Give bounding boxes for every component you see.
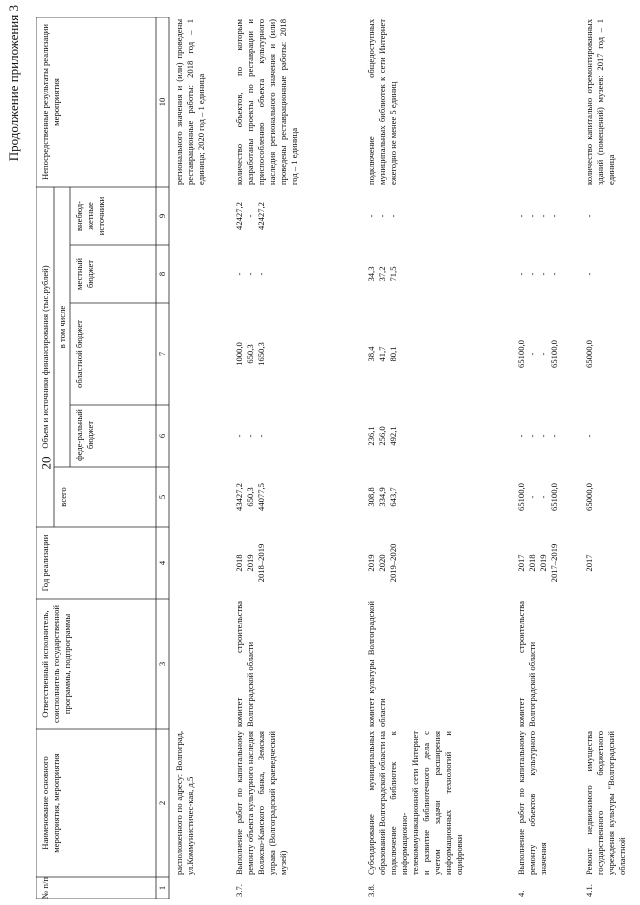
- row-total: 308,8 334,9 643,7: [366, 487, 398, 507]
- row-extrabudget: - - -: [366, 214, 398, 218]
- header-federal: феде-ральный бюджет: [74, 409, 95, 461]
- row-measure-name: Выполнение работ по капитальному ремонту объекта культурного наследия Волжско-Камского банка, Земская управа (Волгоградский краеведческий музей): [234, 731, 288, 875]
- row-executor: комитет культуры Волгоградской области: [366, 601, 387, 727]
- header-total: всего: [58, 487, 68, 507]
- row-extrabudget: 42427,2 - 42427,2: [234, 202, 266, 230]
- row-regional: 1000,0 650,3 1650,3: [234, 342, 266, 366]
- col-number: 2: [157, 800, 167, 806]
- col-number: 8: [157, 271, 167, 277]
- row-federal: -: [584, 434, 594, 438]
- row-total: 65100,0 - - 65100,0: [516, 483, 559, 511]
- header-local: местный бюджет: [74, 258, 95, 291]
- header-regional: областной бюджет: [74, 320, 84, 388]
- row-total: 43427,2 650,3 44077,5: [234, 483, 266, 511]
- row-federal: - - - -: [516, 434, 559, 438]
- row-federal: - - -: [234, 434, 266, 438]
- row-number: 4.: [516, 890, 526, 897]
- row-result: количество объектов, по которым разработаны проекты по реставрации и приспособлению объекта культурного наследия регионального значения и (или) проведены реставрационные работы: 2018 год – 1 единица: [234, 19, 299, 185]
- col-number: 6: [157, 433, 167, 439]
- row-extrabudget: - - - -: [516, 214, 559, 218]
- row-local: -: [584, 272, 594, 276]
- row-measure-name: Ремонт недвижимого имущества государственного бюджетного учреждения культуры "Волгоградский областной: [584, 731, 627, 875]
- page-number: 20: [38, 456, 54, 470]
- header-results: Непосредственные результаты реализации мероприятия: [40, 24, 61, 181]
- row-executor: комитет строительства Волгоградской области: [234, 601, 255, 727]
- row-number: 3.8.: [366, 884, 376, 897]
- appendix-continuation-title: Продолжение приложения 3: [6, 5, 21, 162]
- row-number: 4.1.: [584, 884, 594, 897]
- row-extrabudget: -: [584, 214, 594, 218]
- header-measure-name: Наименование основного мероприятия, мероприятия: [40, 753, 61, 853]
- col-number: 9: [157, 213, 167, 219]
- row-executor: комитет строительства Волгоградской области: [516, 601, 537, 727]
- financing-table: [36, 17, 636, 899]
- row-years: 2017 2018 2019 2017–2019: [516, 543, 559, 583]
- row-total: 65000,0: [584, 483, 594, 511]
- row-local: - - - -: [516, 272, 559, 276]
- row-number: 3.7.: [234, 884, 244, 897]
- row-years: 2018 2019 2018–2019: [234, 543, 266, 583]
- row-measure-name: Субсидирование муниципальных образований Волгоградской области на подключение библиотек к информационно-телекоммуникационной сети Интернет и развитие библиотечного дела с учетом задачи расширения информационных технологий и оцифровки: [366, 731, 464, 875]
- header-including: в том числе: [57, 305, 67, 349]
- header-extrabudget: внебюд-жетные источники: [74, 196, 106, 236]
- row-result: количество капитально отремонтированных зданий (помещений) музеев: 2017 год – 1 единица: [584, 19, 616, 185]
- col-number: 5: [157, 494, 167, 500]
- row-result: подключение общедоступных муниципальных библиотек к сети Интернет ежегодно не менее 5 единиц: [366, 19, 398, 185]
- row-local: 34,3 37,2 71,5: [366, 266, 398, 282]
- row-result: регионального значения и (или) проведены реставрационные работы: 2018 год – 1 единица; 2020 год – 1 единица: [174, 19, 206, 185]
- header-number: № п/п: [40, 877, 50, 899]
- row-local: - - -: [234, 272, 266, 276]
- col-number: 10: [157, 97, 167, 107]
- row-years: 2017: [584, 554, 594, 572]
- header-executor: Ответственный исполнитель, соисполнитель государственной программы, подпрограммы: [40, 605, 72, 723]
- col-number: 7: [157, 351, 167, 357]
- row-regional: 65000,0: [584, 340, 594, 368]
- row-measure-name: Выполнение работ по капитальному ремонту объектов культурного значения: [516, 731, 548, 875]
- header-year: Год реализации: [40, 534, 50, 592]
- header-funding: Объем и источники финансирования (тыс.рублей): [40, 265, 50, 449]
- col-number: 4: [157, 560, 167, 566]
- row-federal: 236,1 256,0 492,1: [366, 426, 398, 446]
- col-number: 3: [157, 661, 167, 667]
- row-regional: 38,4 41,7 80,1: [366, 346, 398, 362]
- row-measure-name: расположенного по адресу: Волгоград, ул.Коммунистичес-кая, д.5: [174, 731, 195, 875]
- col-number: 1: [157, 885, 167, 891]
- row-regional: 65100,0 - - 65100,0: [516, 340, 559, 368]
- row-years: 2019 2020 2019–2020: [366, 543, 398, 583]
